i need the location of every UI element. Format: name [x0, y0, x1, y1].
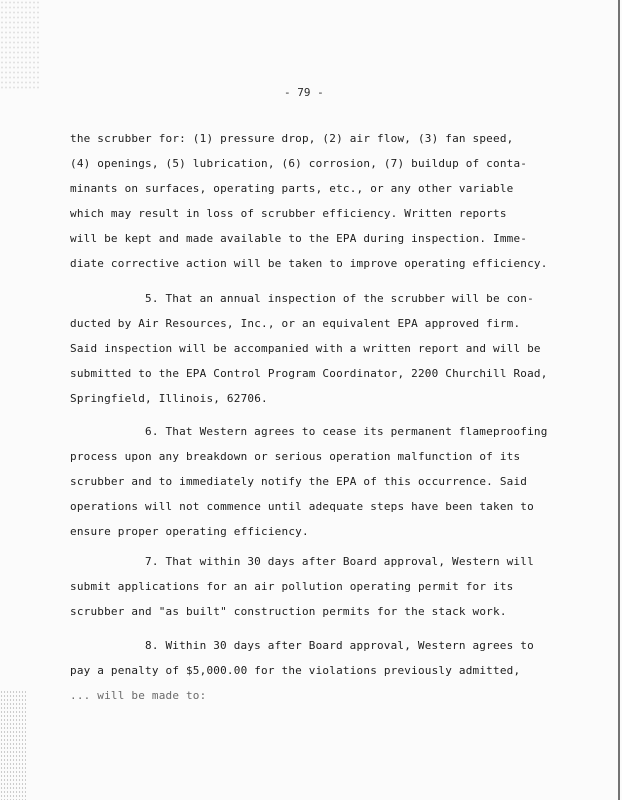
text-line: 7. That within 30 days after Board approval, Western will [145, 555, 534, 568]
scan-edge-right [618, 0, 620, 800]
paragraph-item-5 [70, 286, 580, 411]
paragraph-item-7 [70, 549, 580, 624]
text-line: submit applications for an air pollution operating permit for its [70, 580, 514, 593]
text-line: ducted by Air Resources, Inc., or an equivalent EPA approved firm. [70, 317, 521, 330]
text-line: process upon any breakdown or serious operation malfunction of its [70, 450, 521, 463]
text-line: scrubber and to immediately notify the EPA of this occurrence. Said [70, 475, 528, 488]
text-line: operations will not commence until adequate steps have been taken to [70, 500, 534, 513]
text-line: scrubber and "as built" construction permits for the stack work. [70, 605, 507, 618]
paragraph-item-8 [70, 633, 580, 708]
paragraph-continuation [70, 126, 580, 276]
text-line: submitted to the EPA Control Program Coordinator, 2200 Churchill Road, [70, 367, 548, 380]
text-line: (4) openings, (5) lubrication, (6) corrosion, (7) buildup of conta- [70, 157, 528, 170]
text-line: diate corrective action will be taken to improve operating efficiency. [70, 257, 548, 270]
text-line: 5. That an annual inspection of the scrubber will be con- [145, 292, 534, 305]
text-line: pay a penalty of $5,000.00 for the violations previously admitted, [70, 664, 521, 677]
text-line: 6. That Western agrees to cease its permanent flameproofing [145, 425, 548, 438]
text-line: the scrubber for: (1) pressure drop, (2) air flow, (3) fan speed, [70, 132, 514, 145]
text-line: minants on surfaces, operating parts, etc., or any other variable [70, 182, 514, 195]
text-line: 8. Within 30 days after Board approval, Western agrees to [145, 639, 534, 652]
text-line: ... will be made to: [70, 689, 207, 702]
text-line: Springfield, Illinois, 62706. [70, 392, 268, 405]
scan-noise-top-left [0, 0, 40, 90]
text-line: will be kept and made available to the EPA during inspection. Imme- [70, 232, 528, 245]
page-number: - 79 - [284, 86, 324, 99]
text-line: which may result in loss of scrubber efficiency. Written reports [70, 207, 507, 220]
text-line: Said inspection will be accompanied with a written report and will be [70, 342, 541, 355]
scan-noise-bottom-left [0, 690, 26, 800]
paragraph-item-6 [70, 419, 580, 544]
text-line: ensure proper operating efficiency. [70, 525, 309, 538]
